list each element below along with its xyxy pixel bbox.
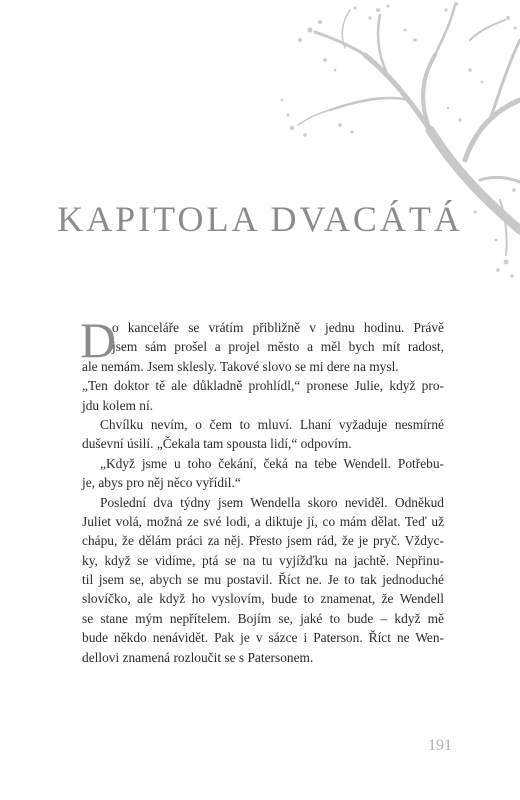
text-line: o kanceláře se vrátím přibližně v jednu hodinu. Právě — [112, 320, 444, 335]
page-number: 191 — [428, 737, 452, 754]
text-line: Poslední dva týdny jsem Wendella skoro neviděl. Odněkud — [100, 494, 444, 510]
text-line: til jsem se, abych se mu postavil. Říct ne. Je to tak jednoduché — [82, 572, 444, 588]
text-line: jsem sám prošel a projel město a měl bych mít radost, — [112, 339, 444, 355]
drop-cap: D — [80, 312, 117, 368]
tree-branch-illustration — [270, 0, 520, 300]
text-line: „Ten doktor tě ale důkladně prohlídl,“ pronese Julie, když pro- — [82, 378, 444, 394]
text-line: dellovi znamená rozloučit se s Patersonem. — [82, 649, 314, 665]
chapter-title: KAPITOLA DVACÁTÁ — [57, 199, 463, 239]
paragraph-1 — [80, 312, 444, 376]
text-line: se stane mým nepřítelem. Bojím se, jaké to bude – když mě — [82, 610, 444, 626]
text-line: „Když jsme u toho čekání, čeká na tebe Wendell. Potřebu- — [100, 455, 444, 471]
paragraph-2 — [82, 376, 444, 415]
text-line: chápu, že dělám práci za něj. Přesto jsem rád, že je pryč. Vždyc- — [82, 533, 444, 549]
text-line: bude někdo nenávidět. Pak je v sázce i Paterson. Říct ne Wen- — [82, 630, 444, 646]
text-line: je, abys pro něj něco vyřídil.“ — [82, 475, 241, 491]
paragraph-3 — [82, 415, 444, 454]
body-text — [80, 312, 444, 667]
text-line: Juliet volá, možná ze své lodi, a diktuje jí, co mám dělat. Teď už — [82, 513, 444, 529]
paragraph-5 — [82, 493, 444, 668]
paragraph-4 — [82, 454, 444, 493]
text-line: jdu kolem ní. — [82, 397, 154, 413]
text-line: slovíčko, ale když ho vyslovím, bude to znamenat, že Wendell — [82, 591, 444, 607]
text-line: ky, když se vidíme, ptá se na tu vyjížďku na jachtě. Nepřinu- — [82, 552, 444, 568]
text-line: duševní úsilí. „Čekala tam spousta lidí,“ odpovím. — [82, 436, 352, 452]
text-line: Chvílku nevím, o čem to mluví. Lhaní vyžaduje nesmírné — [100, 416, 444, 432]
text-line: ale nemám. Jsem sklesly. Takové slovo se mi dere na mysl. — [82, 358, 399, 374]
